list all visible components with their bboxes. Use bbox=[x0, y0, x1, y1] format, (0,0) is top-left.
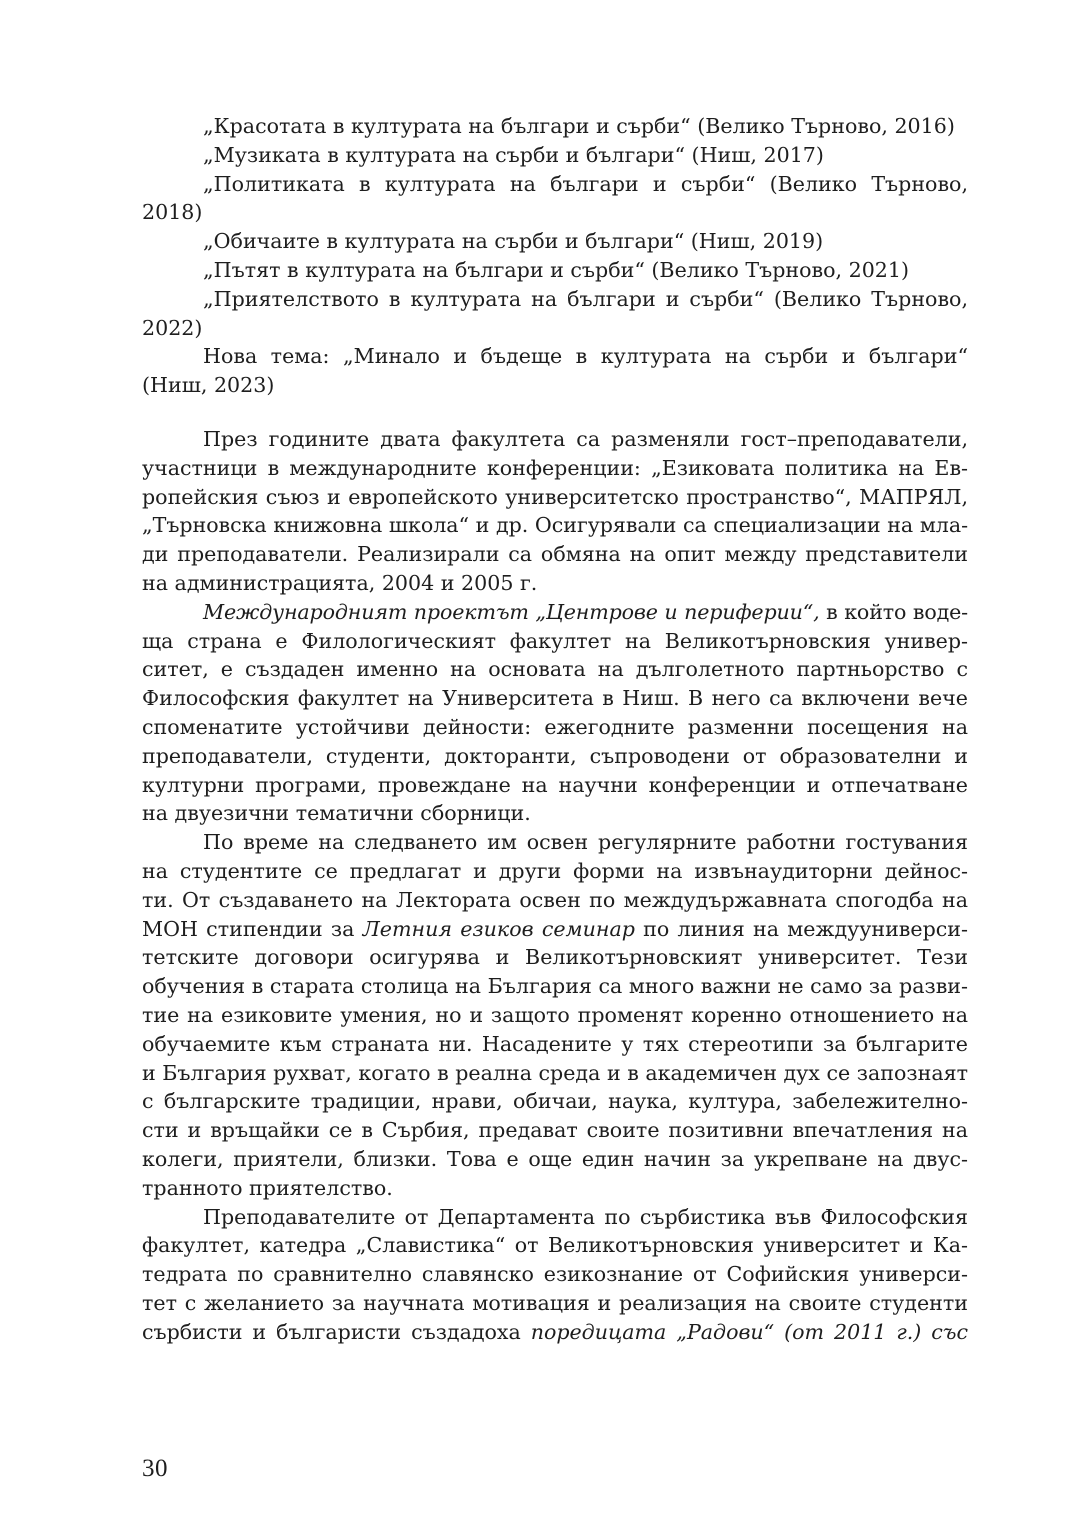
text-run: Преподавателите от Департамента по сърбистика във Философския bbox=[203, 1204, 968, 1229]
text-run: „Приятелството в културата на българи и сърби“ (Велико Търново, bbox=[203, 286, 968, 311]
text-line bbox=[142, 972, 968, 1001]
text-run: (Ниш, 2023) bbox=[142, 373, 275, 398]
text-line bbox=[142, 713, 968, 742]
list-line bbox=[142, 227, 968, 256]
text-line bbox=[142, 483, 968, 512]
text-line bbox=[142, 1174, 968, 1203]
text-run: 2018) bbox=[142, 200, 203, 225]
text-run: в който воде- bbox=[819, 599, 969, 624]
text-line bbox=[142, 1087, 968, 1116]
text-run: „Търновска книжовна школа“ и др. Осигурявали са специализации на мла- bbox=[142, 513, 968, 538]
text-line bbox=[142, 454, 968, 483]
text-run: „Пътят в културата на българи и сърби“ (Велико Търново, 2021) bbox=[203, 257, 910, 282]
text-line bbox=[142, 598, 968, 627]
text-line bbox=[142, 627, 968, 656]
text-run: колеги, приятели, близки. Това е още един начин за укрепване на двус- bbox=[142, 1146, 968, 1171]
text-run: на студентите се предлагат и други форми на извънаудиторни дейнос- bbox=[142, 858, 968, 883]
text-line bbox=[142, 1318, 968, 1347]
text-line bbox=[142, 1203, 968, 1232]
conference-list bbox=[142, 112, 968, 400]
text-run: участници в международните конференции: „Езиковата политика на Ев- bbox=[142, 455, 968, 480]
text-run: сти и връщайки се в Сърбия, предават своите позитивни впечатления на bbox=[142, 1118, 968, 1143]
text-run: ща страна е Филологическият факултет на Великотърновския универ- bbox=[142, 628, 968, 653]
text-run: тие на езиковите умения, но и защото променят коренно отношението на bbox=[142, 1002, 968, 1027]
text-line bbox=[142, 684, 968, 713]
italic-text: Международният проектът „Центрове и периферии“, bbox=[203, 599, 820, 624]
text-line bbox=[142, 425, 968, 454]
text-line bbox=[142, 1145, 968, 1174]
text-run: „Музиката в културата на сърби и българи“ (Ниш, 2017) bbox=[203, 142, 824, 167]
text-line bbox=[142, 569, 968, 598]
text-run: и България рухват, когато в реална среда и в академичен дух се запознаят bbox=[142, 1060, 968, 1085]
text-line bbox=[142, 1030, 968, 1059]
list-line bbox=[142, 285, 968, 314]
text-run: ропейския съюз и европейското университетско пространство“, МАПРЯЛ, bbox=[142, 484, 968, 509]
list-line bbox=[142, 342, 968, 371]
text-run: тетските договори осигурява и Великотърновският университет. Тези bbox=[142, 945, 968, 970]
text-run: ди преподаватели. Реализирали са обмяна на опит между представители bbox=[142, 542, 968, 567]
text-run: транното приятелство. bbox=[142, 1175, 393, 1200]
text-run: През годините двата факултета са разменяли гост–преподаватели, bbox=[203, 427, 968, 451]
text-line bbox=[142, 1116, 968, 1145]
text-run: обучаемите към страната ни. Насадените у тях стереотипи за българите bbox=[142, 1031, 968, 1056]
text-line bbox=[142, 540, 968, 569]
text-run: факултет, катедра „Славистика“ от Великотърновския университет и Ка- bbox=[142, 1233, 968, 1258]
text-run: Нова тема: „Минало и бъдеще в културата на сърби и българи“ bbox=[203, 344, 968, 369]
list-line bbox=[142, 371, 968, 400]
list-line bbox=[142, 314, 968, 343]
page-number: 30 bbox=[142, 1455, 168, 1482]
text-line bbox=[142, 655, 968, 684]
text-run: 2022) bbox=[142, 315, 203, 340]
text-line bbox=[142, 511, 968, 540]
text-run: ситет, е създаден именно на основата на дълголетното партньорство с bbox=[142, 657, 968, 682]
text-run: споменатите устойчиви дейности: ежегодните разменни посещения на bbox=[142, 714, 968, 739]
text-run: „Красотата в културата на българи и сърби“ (Велико Търново, 2016) bbox=[203, 114, 955, 138]
list-line bbox=[142, 170, 968, 199]
text-line bbox=[142, 915, 968, 944]
text-line bbox=[142, 886, 968, 915]
text-line bbox=[142, 742, 968, 771]
text-run: на двуезични тематични сборници. bbox=[142, 801, 531, 826]
text-run: с българските традиции, нрави, обичаи, наука, култура, забележително- bbox=[142, 1089, 968, 1114]
text-run: обучения в старата столица на България са много важни не само за разви- bbox=[142, 974, 968, 999]
text-line bbox=[142, 943, 968, 972]
text-run: Философския факултет на Университета в Ниш. В него са включени вече bbox=[142, 686, 968, 711]
text-run: тет с желанието за научната мотивация и реализация на своите студенти bbox=[142, 1290, 968, 1315]
text-line bbox=[142, 1289, 968, 1318]
body-text bbox=[142, 425, 968, 1347]
text-line bbox=[142, 771, 968, 800]
text-run: ти. От създаването на Лектората освен по междудържавната спогодба на bbox=[142, 887, 968, 912]
text-run: тедрата по сравнително славянско езикознание от Софийския универси- bbox=[142, 1262, 968, 1287]
text-line bbox=[142, 857, 968, 886]
text-run: По време на следването им освен регулярните работни гостувания bbox=[203, 830, 968, 855]
text-run: сърбисти и българисти създадоха bbox=[142, 1319, 531, 1344]
text-line bbox=[142, 799, 968, 828]
text-run: преподаватели, студенти, докторанти, съпроводени от образователни и bbox=[142, 743, 968, 768]
text-run: културни програми, провеждане на научни конференции и отпечатване bbox=[142, 772, 968, 797]
list-line bbox=[142, 198, 968, 227]
list-line bbox=[142, 256, 968, 285]
text-line bbox=[142, 828, 968, 857]
text-run: МОН стипендии за bbox=[142, 916, 363, 941]
text-line bbox=[142, 1059, 968, 1088]
text-run: по линия на междууниверси- bbox=[634, 916, 968, 941]
italic-text: Летния езиков семинар bbox=[362, 916, 635, 941]
text-run: на администрацията, 2004 и 2005 г. bbox=[142, 570, 538, 595]
text-run: „Обичаите в културата на сърби и българи“ (Ниш, 2019) bbox=[203, 229, 824, 254]
text-line bbox=[142, 1260, 968, 1289]
italic-text: поредицата „Радови“ (от 2011 г.) със bbox=[530, 1319, 969, 1344]
text-run: „Политиката в културата на българи и сърби“ (Велико Търново, bbox=[203, 171, 968, 196]
list-line bbox=[142, 141, 968, 170]
text-line bbox=[142, 1001, 968, 1030]
text-line bbox=[142, 1231, 968, 1260]
list-line bbox=[142, 112, 968, 141]
